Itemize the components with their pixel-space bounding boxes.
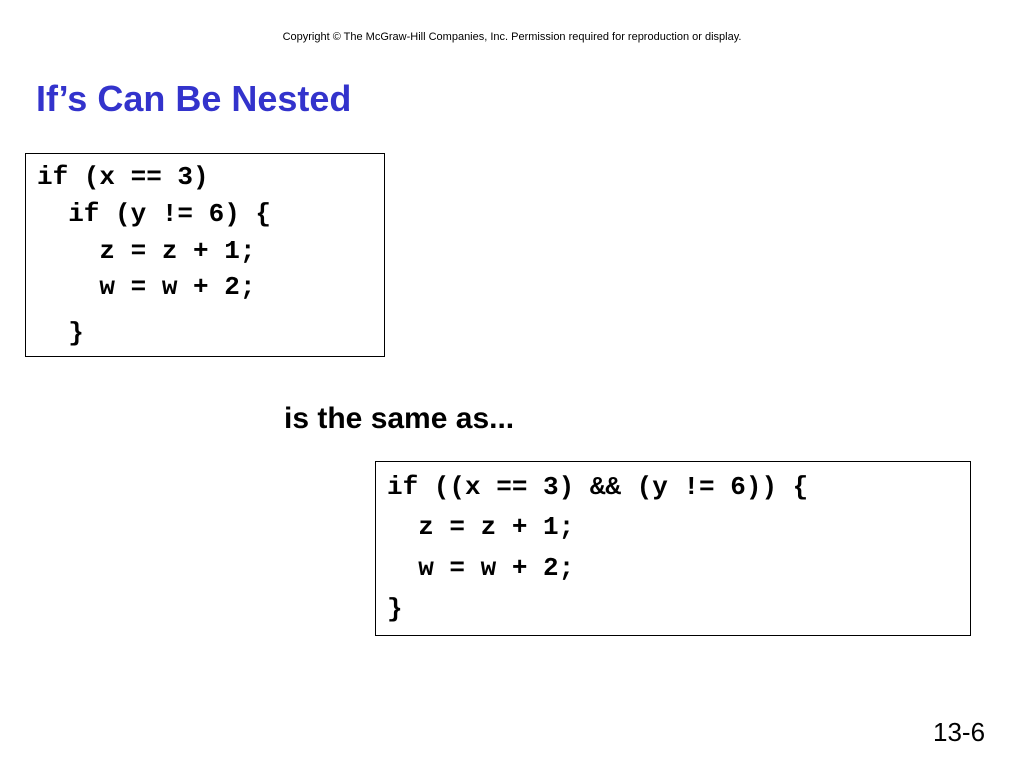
code-line: if (y != 6) { (37, 199, 272, 229)
code-line: w = w + 2; (37, 272, 256, 302)
copyright-notice: Copyright © The McGraw-Hill Companies, Inc. Permission required for reproduction or display. (282, 31, 742, 43)
code-line: if ((x == 3) && (y != 6)) { (387, 472, 809, 502)
combined-if-code-box (375, 461, 971, 636)
code-line: w = w + 2; (387, 553, 575, 583)
code-line: } (37, 318, 84, 348)
slide-number: 13-6 (933, 717, 986, 747)
code-line: if (x == 3) (37, 162, 209, 192)
code-line: } (387, 594, 403, 624)
equivalence-text: is the same as... (284, 402, 515, 435)
slide-title: If’s Can Be Nested (36, 78, 352, 119)
code-line: z = z + 1; (387, 512, 575, 542)
nested-if-code-box (25, 153, 385, 357)
code-line: z = z + 1; (37, 236, 256, 266)
